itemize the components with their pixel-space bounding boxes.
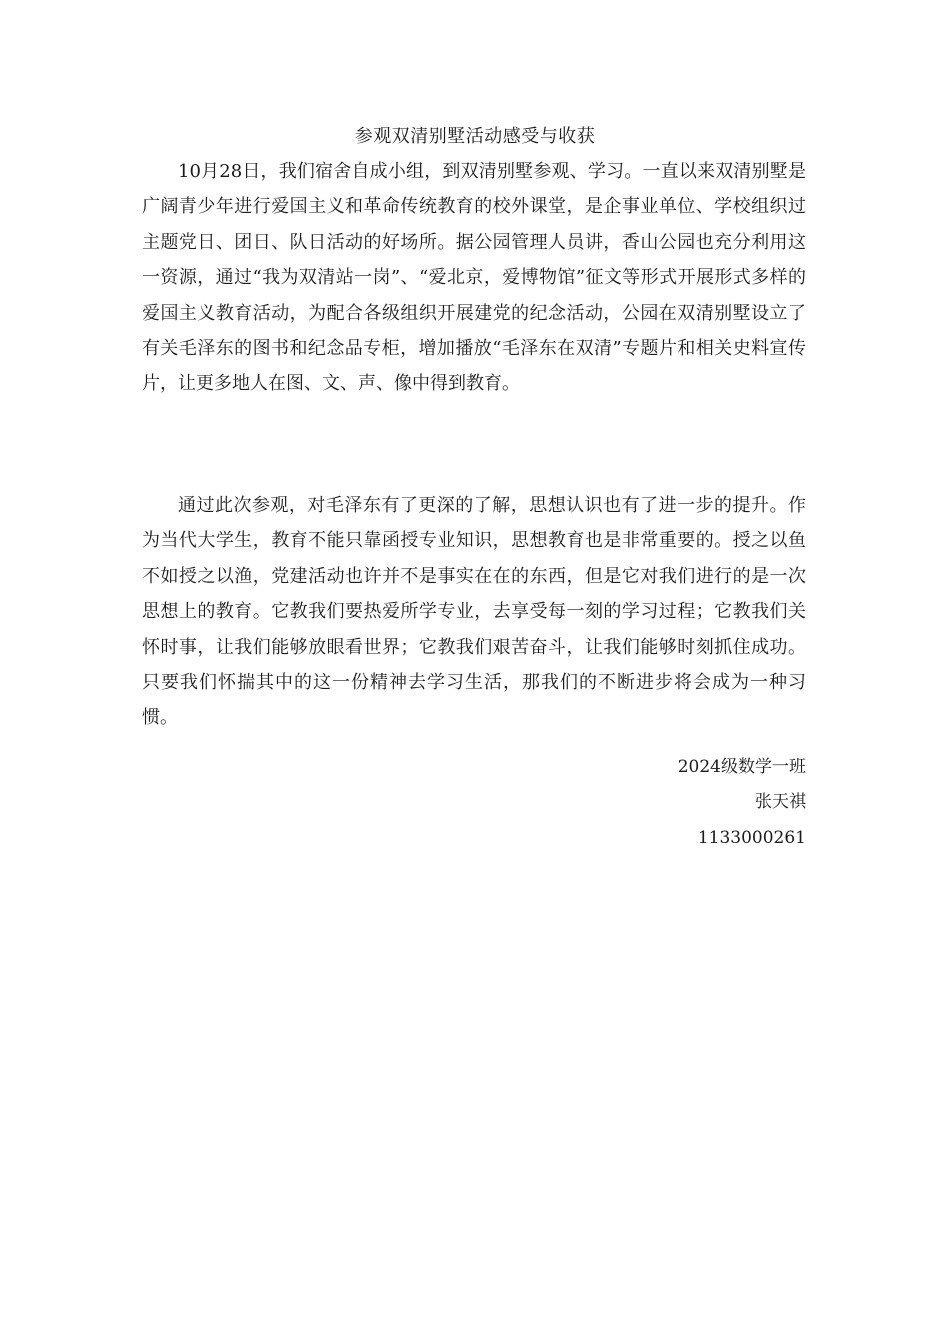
signature-name: 张天祺 [755,792,806,812]
signature-class: 2024级数学一班 [677,757,806,777]
paragraph-1: 10月28日，我们宿舍自成小组，到双清别墅参观、学习。一直以来双清别墅是广阔青少年进行爱国主义和革命传统教育的校外课堂，是企事业单位、学校组织过主题党日、团日、队日活动的好场所。据公园管理人员讲，香山公园也充分利用这一资源，通过“我为双清站一岗”、“爱北京，爱博物馆”征文等形式开展形式多样的爱国主义教育活动，为配合各级组织开展建党的纪念活动，公园在双清别墅设立了有关毛泽东的图书和纪念品专柜，增加播放“毛泽东在双清”专题片和相关史料宣传片，让更多地人在图、文、声、像中得到教育。 [142,161,806,395]
signature-student-id: 1133000261 [697,828,806,848]
document-title: 参观双清别墅活动感受与收获 [354,126,596,147]
paragraph-2: 通过此次参观，对毛泽东有了更深的了解，思想认识也有了进一步的提升。作为当代大学生，教育不能只靠函授专业知识，思想教育也是非常重要的。授之以鱼不如授之以渔，党建活动也许并不是事实在在的东西，但是它对我们进行的是一次思想上的教育。它教我们要热爱所学专业，去享受每一刻的学习过程；它教我们关怀时事，让我们能够放眼看世界；它教我们艰苦奋斗，让我们能够时刻抓住成功。只要我们怀揣其中的这一份精神去学习生活，那我们的不断进步将会成为一种习惯。 [142,495,806,729]
